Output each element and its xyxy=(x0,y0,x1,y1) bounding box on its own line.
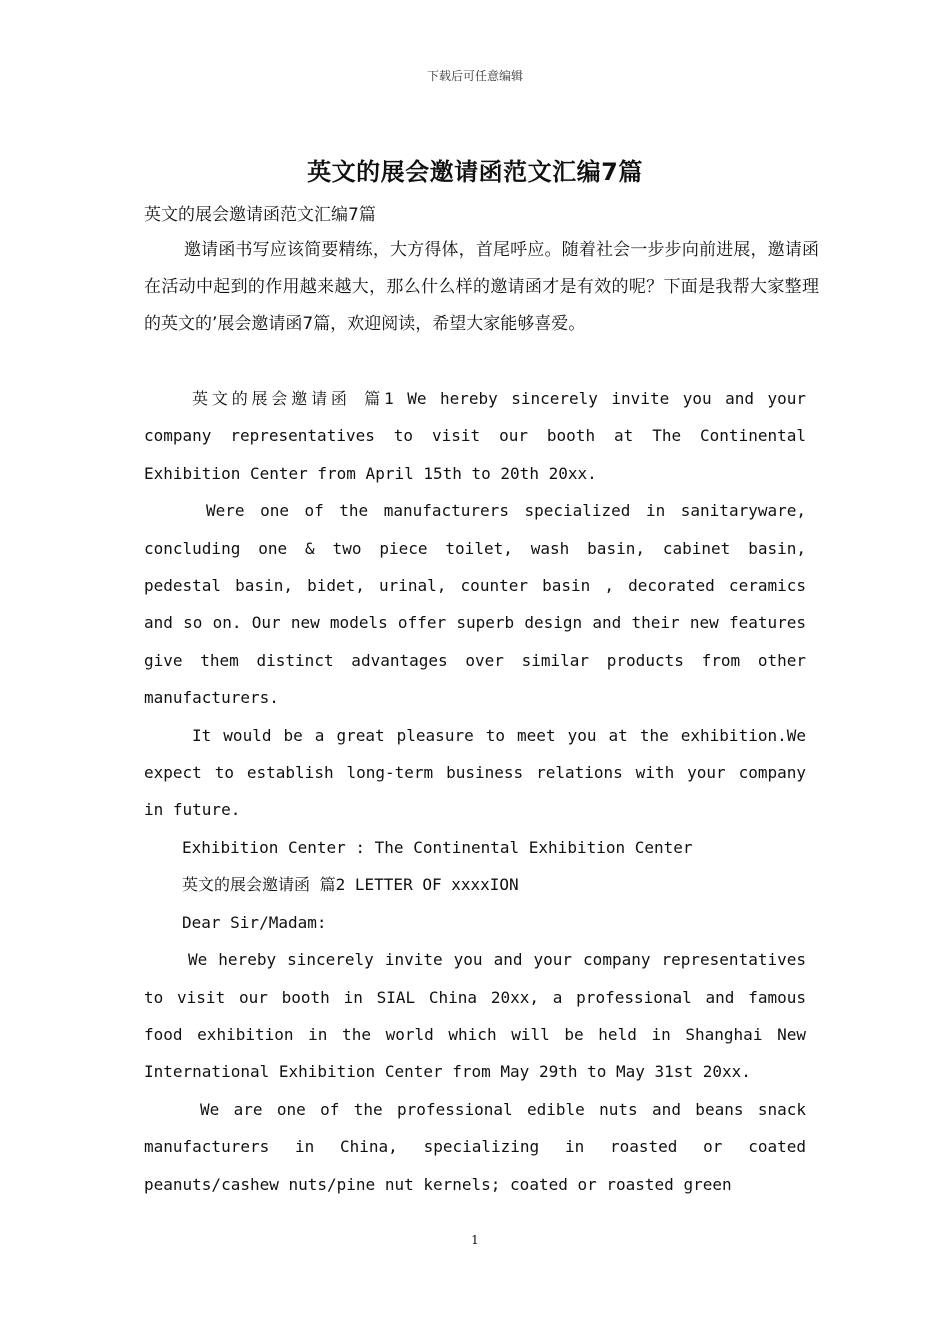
paragraph-nuts-manufacturer: We are one of the professional edible nuts and beans snack manufacturers in China, specializing in roasted or coated peanuts/cashew nuts/pine nut kernels; coated or roasted green xyxy=(144,1099,806,1194)
paragraph-exhibition-center: Exhibition Center : The Continental Exhibition Center xyxy=(182,837,693,857)
paragraph-invitation-1: 英文的展会邀请函 篇1 We hereby sincerely invite you and your company representatives to visit our booth at The Continental Exhibition Center from April 15th to 20th 20xx. xyxy=(144,389,806,483)
document-body xyxy=(144,380,806,1203)
page-header: 下载后可任意编辑 xyxy=(426,69,523,83)
document-title: 英文的展会邀请函范文汇编7篇 xyxy=(307,158,643,186)
paragraph-sial-invitation: We hereby sincerely invite you and your company representatives to visit our booth in SIAL China 20xx, a professional and famous food exhibition in the world which will be held in Shanghai New International Exhibition Center from May 29th to May 31st 20xx. xyxy=(144,950,806,1082)
paragraph-manufacturer-info: Were one of the manufacturers specialized in sanitaryware, concluding one & two piece toilet, wash basin, cabinet basin, pedestal basin, bidet, urinal, counter basin , decorated ceramics and so on. Our new models offer superb design and their new features give them distinct advantages over similar products from other manufacturers. xyxy=(144,501,806,708)
paragraph-salutation: Dear Sir/Madam: xyxy=(182,912,327,932)
intro-paragraph: 邀请函书写应该简要精练，大方得体，首尾呼应。随着社会一步步向前进展，邀请函在活动中起到的作用越来越大，那么什么样的邀请函才是有效的呢？下面是我帮大家整理的英文的’展会邀请函7篇，欢迎阅读，希望大家能够喜爱。 xyxy=(144,240,819,334)
paragraph-pleasure: It would be a great pleasure to meet you at the exhibition.We expect to establish long-term business relations with your company in future. xyxy=(144,725,806,820)
paragraph-invitation-2-heading: 英文的展会邀请函 篇2 LETTER OF xxxxION xyxy=(182,875,519,895)
page-number: 1 xyxy=(471,1233,479,1247)
document-subtitle: 英文的展会邀请函范文汇编7篇 xyxy=(144,205,376,225)
